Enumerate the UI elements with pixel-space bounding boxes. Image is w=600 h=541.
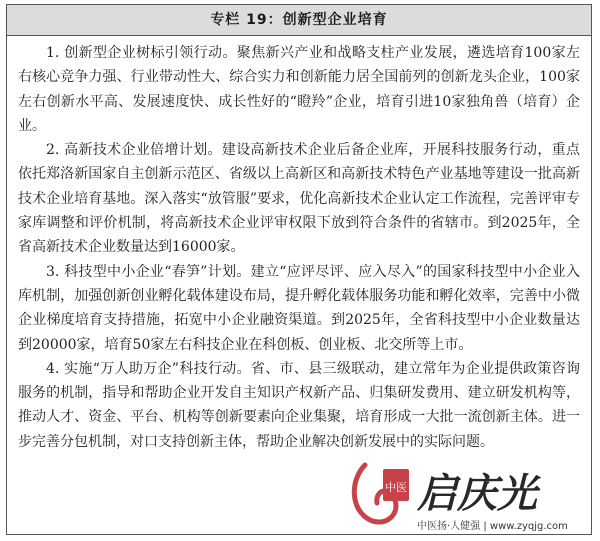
paragraph-3: 3. 科技型中小企业“春笋”计划。建立“应评尽评、应入尽入”的国家科技型中小企业入库机制，加强创新创业孵化载体建设布局，提升孵化载体服务功能和孵化效率，完善中小微企业梯度培育支持措施，拓宽中小企业融资渠道。到2025年，全省科技型中小企业数量达到20000家，培育50家左右科技企业在科创板、创业板、北交所等上市。 [18, 263, 580, 353]
seal-text: 中医 [385, 481, 407, 494]
watermark-tagline: 中医扬·人健强 | www.zyqjg.com [417, 517, 568, 532]
column-content [7, 36, 591, 454]
watermark-logo [345, 455, 590, 537]
brand-glyphs: 启庆光 [417, 470, 537, 517]
paragraph-1: 1. 创新型企业树标引领行动。聚焦新兴产业和战略支柱产业发展，遴选培育100家左右核心竞争力强、行业带动性大、综合实力和创新能力居全国前列的创新龙头企业，100家左右创新水平高、发展速度快、成长性好的“瞪羚”企业，培育引进10家独角兽（培育）企业。 [18, 45, 580, 134]
paragraph-2: 2. 高新技术企业倍增计划。建设高新技术企业后备企业库，开展科技服务行动，重点依托郑洛新国家自主创新示范区、省级以上高新区和高新技术特色产业基地等建设一批高新技术企业培育基地。深入落实“放管服”要求，优化高新技术企业认定工作流程，完善评审专家库调整和评价机制，将高新技术企业评审权限下放到符合条件的省辖市。到2025年，全省高新技术企业数量达到16000家。 [18, 142, 580, 256]
paragraph-4: 4. 实施“万人助万企”科技行动。省、市、县三级联动，建立常年为企业提供政策咨询服务的机制，指导和帮助企业开发自主知识产权新产品、归集研发费用、建立研发机构等，推动人才、资金、平台、机构等创新要素向企业集聚，培育形成一大批一流创新主体。进一步完善分包机制，对口支持创新主体，帮助企业解决创新发展中的实际问题。 [18, 360, 580, 450]
column-title: 专栏 19：创新型企业培育 [7, 5, 591, 36]
